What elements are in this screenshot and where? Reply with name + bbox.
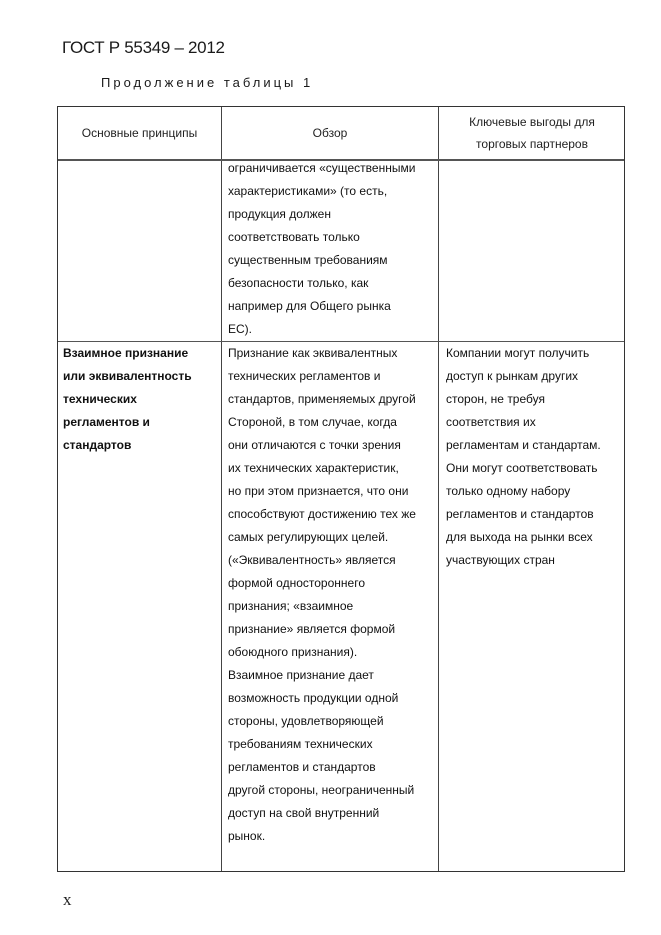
- text-line: ограничивается «существенными: [228, 161, 416, 175]
- text-line: соответствовать только: [228, 230, 360, 244]
- text-line: стандартов: [63, 438, 132, 452]
- page-number: x: [63, 890, 72, 909]
- text-line: регламентам и стандартам.: [446, 438, 601, 452]
- column-header-overview: Обзор: [312, 126, 348, 140]
- text-line: стандартов, применяемых другой: [228, 392, 416, 406]
- text-line: («Эквивалентность» является: [228, 553, 396, 567]
- text-line: самых регулирующих целей.: [228, 530, 389, 544]
- text-line: требованиям технических: [228, 737, 373, 751]
- text-line: признание» является формой: [228, 622, 396, 636]
- text-line: сторон, не требуя: [446, 392, 545, 406]
- text-line: Стороной, в том случае, когда: [228, 415, 397, 429]
- text-line: регламентов и: [63, 415, 150, 429]
- principles-table: [57, 106, 625, 872]
- text-line: Компании могут получить: [446, 346, 590, 360]
- text-line: регламентов и стандартов: [446, 507, 594, 521]
- text-line: или эквивалентность: [63, 369, 192, 383]
- text-line: например для Общего рынка: [228, 299, 391, 313]
- text-line: признания; «взаимное: [228, 599, 354, 613]
- column-header-principles: Основные принципы: [81, 126, 198, 140]
- text-line: способствуют достижению тех же: [228, 507, 416, 521]
- text-line: участвующих стран: [446, 553, 555, 567]
- text-line: рынок.: [228, 829, 266, 843]
- column-divider: [221, 107, 222, 871]
- text-line: другой стороны, неограниченный: [228, 783, 415, 797]
- text-line: продукция должен: [228, 207, 331, 221]
- text-line: их технических характеристик,: [228, 461, 399, 475]
- text-line: соответствия их: [446, 415, 536, 429]
- row1-overview-cell: [228, 157, 415, 341]
- text-line: они отличаются с точки зрения: [228, 438, 401, 452]
- row2-benefits-cell: [446, 342, 601, 572]
- text-line: технических: [63, 392, 137, 406]
- text-line: Взаимное признание дает: [228, 668, 374, 682]
- row2-overview-cell: [228, 342, 416, 848]
- document-standard-title: ГОСТ Р 55349 – 2012: [62, 38, 225, 57]
- column-header-benefits: Ключевые выгоды для торговых партнеров: [469, 115, 595, 151]
- text-line: Взаимное признание: [63, 346, 189, 360]
- text-line: возможность продукции одной: [228, 691, 399, 705]
- column-divider: [438, 107, 439, 871]
- text-line: формой одностороннего: [228, 576, 365, 590]
- text-line: только одному набору: [446, 484, 571, 498]
- text-line: ЕС).: [228, 322, 252, 336]
- text-line: но при этом признается, что они: [228, 484, 409, 498]
- text-line: существенным требованиям: [228, 253, 388, 267]
- text-line: регламентов и стандартов: [228, 760, 376, 774]
- text-line: Признание как эквивалентных: [228, 346, 398, 360]
- text-line: доступ на свой внутренний: [228, 806, 380, 820]
- text-line: безопасности только, как: [228, 276, 369, 290]
- text-line: Они могут соответствовать: [446, 461, 598, 475]
- text-line: доступ к рынкам других: [446, 369, 579, 383]
- text-line: для выхода на рынки всех: [446, 530, 593, 544]
- text-line: характеристиками» (то есть,: [228, 184, 388, 198]
- text-line: технических регламентов и: [228, 369, 381, 383]
- text-line: обоюдного признания).: [228, 645, 358, 659]
- row2-principle-cell: [63, 342, 192, 457]
- table-continuation-caption: Продолжение таблицы 1: [101, 75, 314, 90]
- text-line: стороны, удовлетворяющей: [228, 714, 384, 728]
